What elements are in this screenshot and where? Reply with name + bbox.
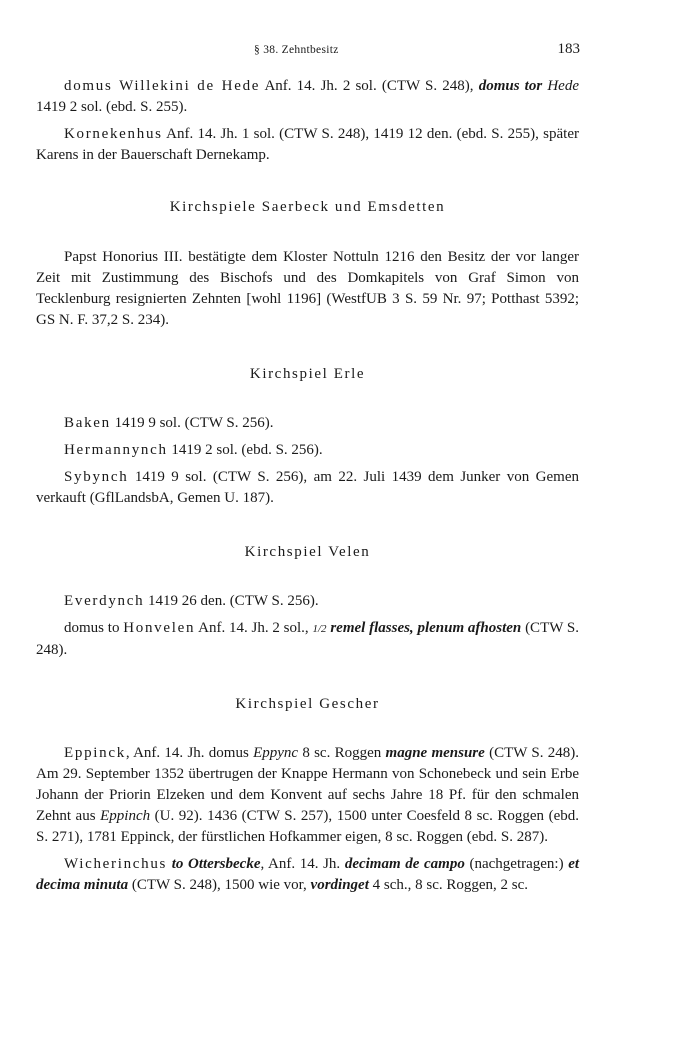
paragraph-everdynch: Everdynch 1419 26 den. (CTW S. 256).	[64, 593, 319, 609]
paragraph-honorius: Papst Honorius III. bestätigte dem Kloster Nottuln 1216 den Besitz der vor langer Zeit mit Zustimmung des Bischofs und des Domkapitels von Graf Simon von Tecklenburg resignierten Zehnten [wohl 1196] (WestfUB 3 S. 59 Nr. 97; Potthast 5392; GS N. F. 37,2 S. 234).	[36, 249, 579, 328]
page-number: 183	[557, 41, 580, 57]
paragraph-hermannynch: Hermannynch 1419 2 sol. (ebd. S. 256).	[64, 442, 323, 458]
place-name: Everdynch	[64, 593, 145, 609]
heading-gescher: Kirchspiel Gescher	[235, 696, 380, 712]
heading-velen: Kirchspiel Velen	[244, 544, 371, 560]
paragraph-honvelen: domus to Honvelen Anf. 14. Jh. 2 sol., 1/2 remel flasses, plenum afhosten (CTW S. 248).	[36, 620, 579, 658]
place-name: domus Willekini de Hede	[64, 78, 261, 94]
section-title: § 38. Zehntbesitz	[254, 44, 339, 56]
paragraph-baken: Baken 1419 9 sol. (CTW S. 256).	[64, 415, 274, 431]
heading-saerbeck-emsdetten: Kirchspiele Saerbeck und Emsdetten	[169, 199, 446, 215]
paragraph-willekini: domus Willekini de Hede Anf. 14. Jh. 2 sol. (CTW S. 248), domus tor Hede 1419 2 sol. (ebd. S. 255).	[36, 78, 579, 115]
heading-erle: Kirchspiel Erle	[249, 366, 366, 382]
paragraph-wicherinchus: Wicherinchus to Ottersbecke, Anf. 14. Jh. decimam de campo (nachgetragen:) et decima minuta (CTW S. 248), 1500 wie vor, vordinget 4 sch., 8 sc. Roggen, 2 sc.	[36, 856, 580, 893]
place-name: Eppinck	[64, 745, 126, 761]
place-name: Wicherinchus	[64, 856, 168, 872]
paragraph-eppinck: Eppinck, Anf. 14. Jh. domus Eppync 8 sc. Roggen magne mensure (CTW S. 248). Am 29. September 1352 übertrugen der Knappe Hermann von Schonebeck und sein Erbe Johann der Priorin Elzeken und dem Konvent auf sechs Jahre 18 Pf. für den schmalen Zehnt aus Eppinch (U. 92). 1436 (CTW S. 257), 1500 unter Coesfeld 8 sc. Roggen (ebd. S. 271), 1781 Eppinck, der fürstlichen Hofkammer eigen, 8 sc. Roggen (ebd. S. 287).	[36, 745, 580, 845]
place-name: Sybynch	[64, 469, 129, 485]
page-body	[36, 76, 579, 896]
place-name: Baken	[64, 415, 111, 431]
paragraph-kornekenhus: Kornekenhus Anf. 14. Jh. 1 sol. (CTW S. 248), 1419 12 den. (ebd. S. 255), später Karens in der Bauerschaft Dernekamp.	[36, 126, 579, 163]
running-header	[36, 41, 580, 61]
place-name: Hermannynch	[64, 442, 168, 458]
place-name: Honvelen	[123, 620, 196, 636]
paragraph-sybynch: Sybynch 1419 9 sol. (CTW S. 256), am 22. Juli 1439 dem Junker von Gemen verkauft (GflLandsbA, Gemen U. 187).	[36, 469, 579, 506]
place-name: Kornekenhus	[64, 126, 163, 142]
fraction: 1/2	[312, 623, 327, 635]
